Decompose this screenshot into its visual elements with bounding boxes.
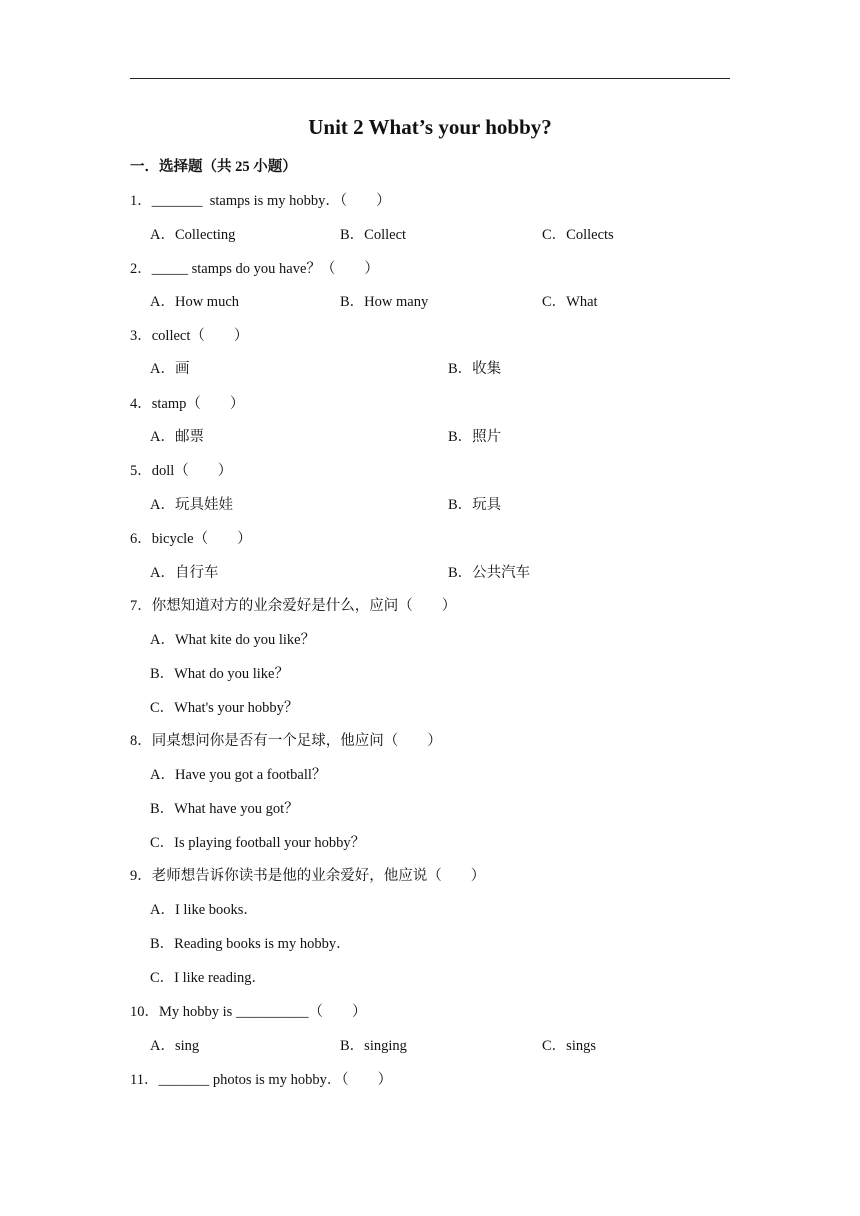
question-5-option-b[interactable]: B．玩具 bbox=[448, 497, 502, 513]
header-rule bbox=[130, 78, 730, 79]
question-11-stem: 11．_______ photos is my hobby．（ ） bbox=[130, 1072, 393, 1088]
question-10-stem: 10．My hobby is __________（ ） bbox=[130, 1004, 367, 1020]
question-3-option-b[interactable]: B．收集 bbox=[448, 361, 502, 377]
question-10-option-b[interactable]: B．singing bbox=[340, 1038, 407, 1054]
question-8-option-b[interactable]: B．What have you got？ bbox=[150, 801, 299, 817]
section-heading: 一．选择题（共 25 小题） bbox=[130, 159, 297, 175]
question-1-option-c[interactable]: C．Collects bbox=[542, 227, 614, 243]
question-2-option-b[interactable]: B．How many bbox=[340, 294, 429, 310]
question-4-option-a[interactable]: A．邮票 bbox=[150, 429, 204, 445]
question-7-stem: 7．你想知道对方的业余爱好是什么，应问（ ） bbox=[130, 598, 457, 614]
question-4-stem: 4．stamp（ ） bbox=[130, 396, 245, 412]
question-7-option-a[interactable]: A．What kite do you like？ bbox=[150, 632, 316, 648]
page-title: Unit 2 What’s your hobby? bbox=[308, 115, 552, 139]
question-8-option-a[interactable]: A．Have you got a football？ bbox=[150, 767, 327, 783]
question-9-option-a[interactable]: A．I like books． bbox=[150, 902, 258, 918]
question-1-option-b[interactable]: B．Collect bbox=[340, 227, 407, 243]
question-9-option-c[interactable]: C．I like reading． bbox=[150, 970, 266, 986]
question-2-option-a[interactable]: A．How much bbox=[150, 294, 240, 310]
question-9-stem: 9．老师想告诉你读书是他的业余爱好，他应说（ ） bbox=[130, 868, 486, 884]
question-6-option-a[interactable]: A．自行车 bbox=[150, 565, 219, 581]
question-3-option-a[interactable]: A．画 bbox=[150, 361, 190, 377]
question-7-option-b[interactable]: B．What do you like？ bbox=[150, 666, 289, 682]
question-10-option-a[interactable]: A．sing bbox=[150, 1038, 200, 1054]
question-1-option-a[interactable]: A．Collecting bbox=[150, 227, 236, 243]
question-5-stem: 5．doll（ ） bbox=[130, 463, 233, 479]
question-1-stem: 1．_______ stamps is my hobby．（ ） bbox=[130, 193, 391, 209]
question-5-option-a[interactable]: A．玩具娃娃 bbox=[150, 497, 233, 513]
question-2-option-c[interactable]: C．What bbox=[542, 294, 598, 310]
question-8-stem: 8．同桌想问你是否有一个足球，他应问（ ） bbox=[130, 733, 442, 749]
question-8-option-c[interactable]: C．Is playing football your hobby？ bbox=[150, 835, 366, 851]
question-4-option-b[interactable]: B．照片 bbox=[448, 429, 502, 445]
question-6-stem: 6．bicycle（ ） bbox=[130, 531, 252, 547]
question-3-stem: 3．collect（ ） bbox=[130, 328, 249, 344]
question-6-option-b[interactable]: B．公共汽车 bbox=[448, 565, 531, 581]
question-10-option-c[interactable]: C．sings bbox=[542, 1038, 596, 1054]
question-7-option-c[interactable]: C．What's your hobby？ bbox=[150, 700, 299, 716]
question-9-option-b[interactable]: B．Reading books is my hobby． bbox=[150, 936, 351, 952]
question-2-stem: 2．_____ stamps do you have？（ ） bbox=[130, 261, 379, 277]
